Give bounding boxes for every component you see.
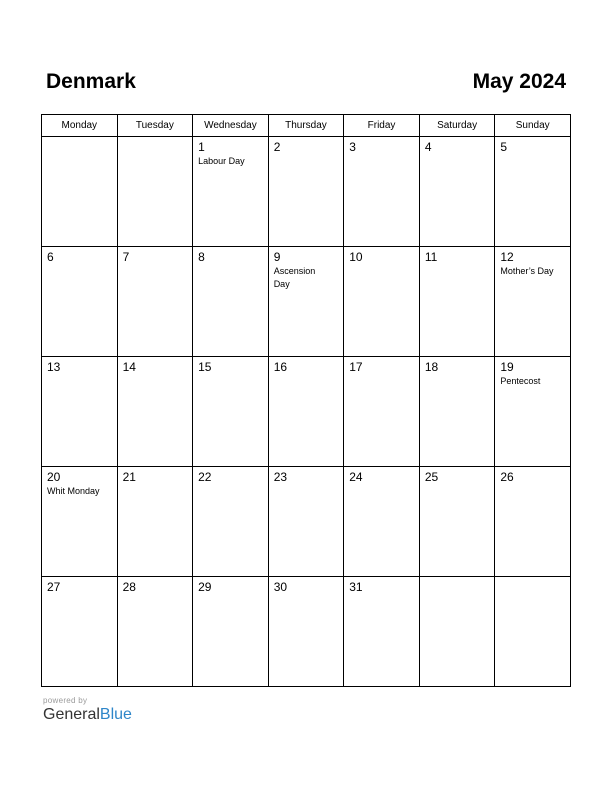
month-year-title: May 2024 [472,70,566,93]
day-cell [117,357,193,467]
weekday-saturday: Saturday [419,115,495,137]
day-number: 28 [122,580,136,594]
powered-by-text: powered by [43,696,88,705]
day-number: 19 [500,360,514,374]
day-cell [117,137,193,247]
brand-blue-text: Blue [99,706,132,723]
brand-logo [43,706,132,724]
day-number: 31 [349,580,363,594]
day-cell [344,577,420,687]
weekday-tuesday: Tuesday [117,115,193,137]
day-cell [193,247,269,357]
day-cell [268,247,344,357]
day-number: 2 [273,140,281,154]
day-cell [117,467,193,577]
day-number: 15 [198,360,212,374]
day-cell [344,247,420,357]
day-number: 5 [500,140,508,154]
holiday-label: Pentecost [500,376,541,386]
week-row [42,247,571,357]
day-cell [193,577,269,687]
calendar-grid [41,114,571,687]
day-number: 9 [273,250,281,264]
day-cell [193,137,269,247]
week-row [42,577,571,687]
day-number: 20 [47,470,61,484]
day-cell [419,247,495,357]
day-number: 12 [500,250,514,264]
day-number: 23 [273,470,288,484]
country-title: Denmark [46,70,136,93]
day-cell [344,467,420,577]
day-number: 3 [349,140,356,154]
day-cell [419,137,495,247]
day-cell [495,247,571,357]
day-cell [495,467,571,577]
month-calendar [41,114,571,687]
holiday-label: Ascension Day [273,266,316,289]
day-cell [193,357,269,467]
day-cell [268,357,344,467]
day-cell [495,357,571,467]
day-cell [42,137,118,247]
weekday-sunday: Sunday [495,115,571,137]
day-cell [344,137,420,247]
day-cell [268,137,344,247]
week-row [42,137,571,247]
day-number: 16 [273,360,288,374]
calendar-header [46,70,566,100]
day-cell [495,577,571,687]
day-number: 18 [424,360,439,374]
day-cell [117,577,193,687]
day-number: 11 [424,250,438,264]
day-cell [117,247,193,357]
day-number: 29 [198,580,212,594]
weekday-friday: Friday [344,115,420,137]
day-number: 22 [198,470,212,484]
day-cell [42,577,118,687]
day-number: 27 [47,580,61,594]
day-cell [495,137,571,247]
weekday-header-row [42,115,571,137]
day-number: 1 [198,140,205,154]
day-number: 8 [198,250,205,264]
day-cell [268,577,344,687]
day-cell [419,357,495,467]
holiday-label: Whit Monday [47,486,100,496]
day-cell [42,247,118,357]
week-row [42,467,571,577]
day-cell [42,467,118,577]
day-cell [419,577,495,687]
brand-general-text: General [43,706,100,723]
day-number: 21 [122,470,136,484]
day-number: 10 [349,250,363,264]
day-number: 25 [424,470,439,484]
day-number: 24 [349,470,363,484]
day-number: 7 [122,250,130,264]
week-row [42,357,571,467]
footer-branding [43,696,132,724]
day-number: 14 [122,360,136,374]
day-number: 4 [424,140,432,154]
day-number: 17 [349,360,363,374]
day-number: 6 [47,250,54,264]
day-cell [268,467,344,577]
day-number: 13 [47,360,61,374]
day-number: 30 [273,580,288,594]
holiday-label: Mother’s Day [500,266,554,276]
day-number: 26 [500,470,514,484]
holiday-label: Labour Day [198,156,245,166]
weekday-thursday: Thursday [268,115,344,137]
day-cell [193,467,269,577]
day-cell [42,357,118,467]
weekday-wednesday: Wednesday [193,115,269,137]
day-cell [419,467,495,577]
day-cell [344,357,420,467]
weekday-monday: Monday [42,115,118,137]
